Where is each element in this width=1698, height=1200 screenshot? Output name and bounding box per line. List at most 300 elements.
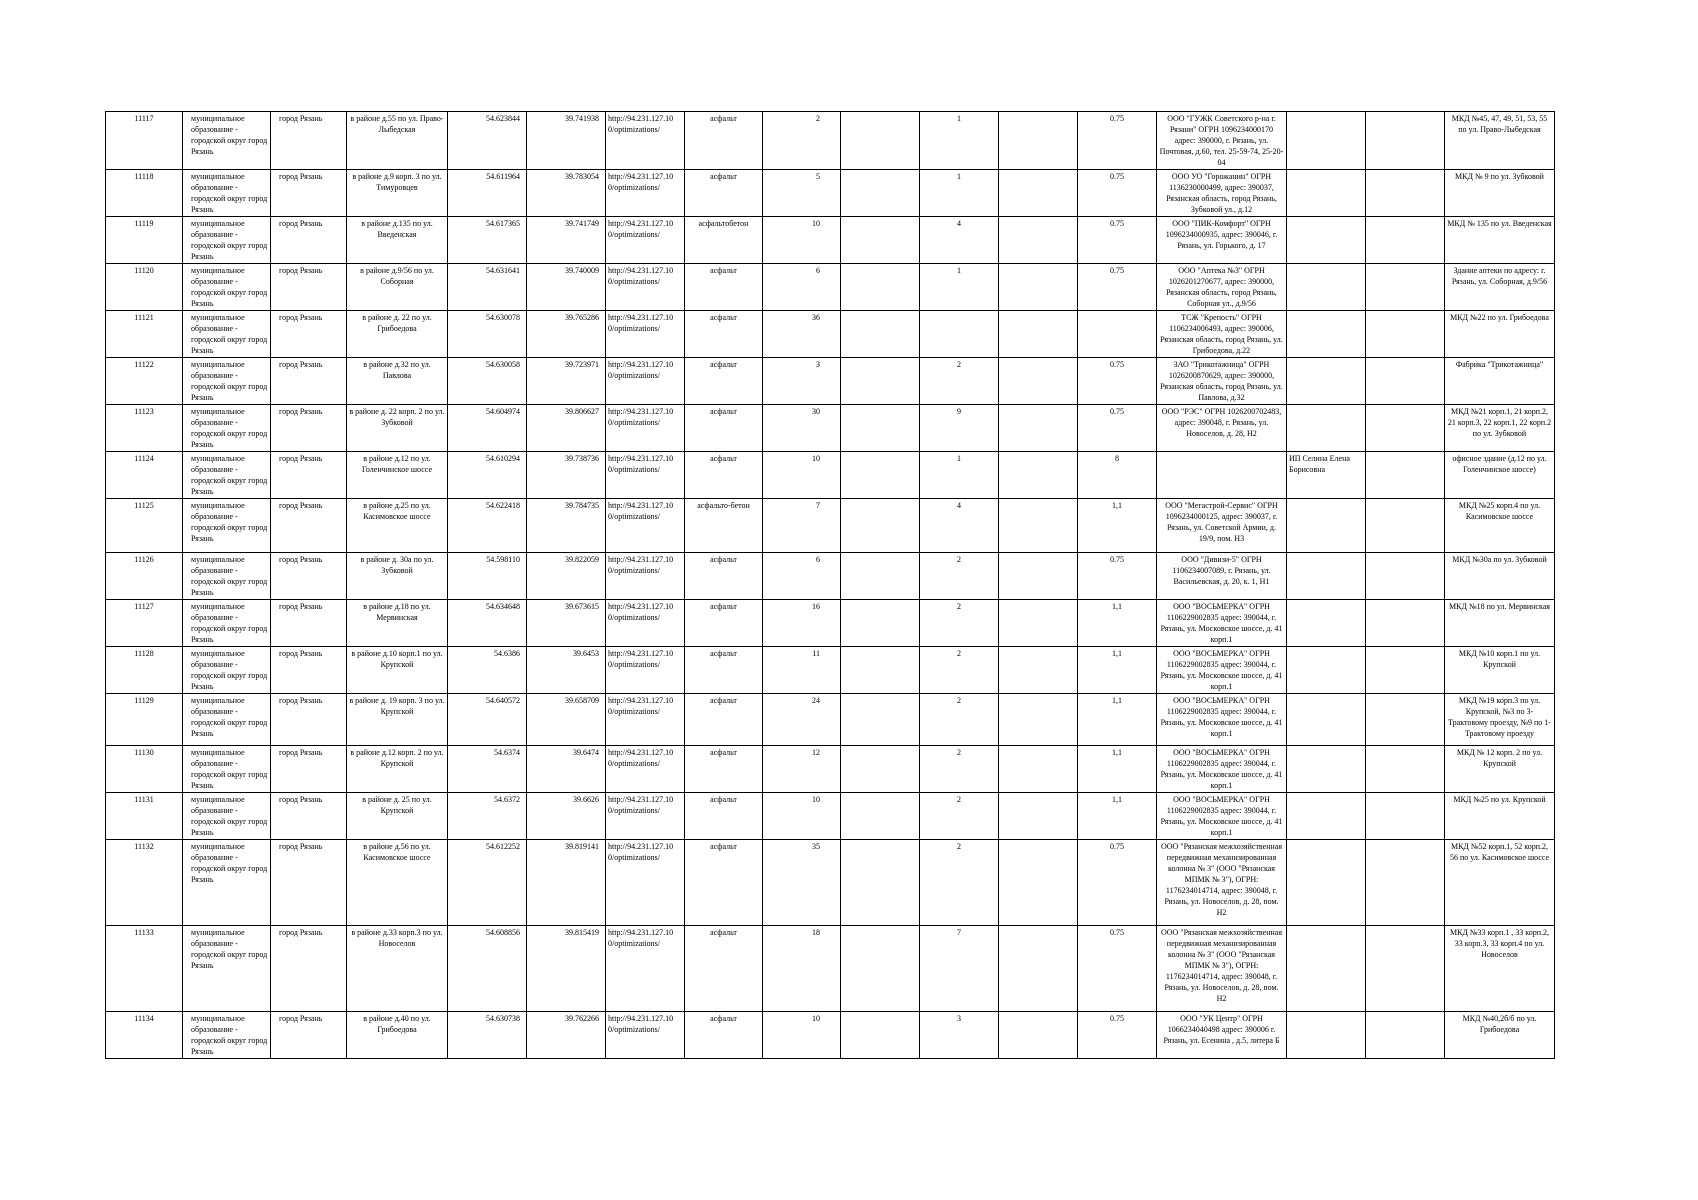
link-cell[interactable]: http://94.231.127.10 0/optimizations/ <box>606 112 685 170</box>
row-number: 11126 <box>106 553 183 600</box>
served-objects-cell: МКД №40,2б/б по ул. Грибоедова <box>1445 1012 1555 1059</box>
empty-cell <box>999 217 1078 264</box>
location-cell: в районе д. 22 по ул. Грибоедова <box>347 311 448 358</box>
empty-cell <box>841 311 920 358</box>
table-row <box>106 926 1555 1012</box>
table-row <box>106 746 1555 793</box>
row-number: 11119 <box>106 217 183 264</box>
table-row <box>106 647 1555 694</box>
area-cell: 30 <box>763 405 841 452</box>
volume-cell: 8 <box>1078 452 1157 499</box>
municipality-cell: муниципальное образование - городской округ город Рязань <box>183 405 271 452</box>
latitude-cell: 54.612252 <box>448 840 527 926</box>
empty-cell <box>999 311 1078 358</box>
link-cell[interactable]: http://94.231.127.10 0/optimizations/ <box>606 1012 685 1059</box>
entrepreneur-cell <box>1287 217 1366 264</box>
empty-cell <box>999 746 1078 793</box>
volume-cell: 0.75 <box>1078 170 1157 217</box>
empty-cell <box>1366 600 1445 647</box>
latitude-cell: 54.640572 <box>448 694 527 746</box>
link-cell[interactable]: http://94.231.127.10 0/optimizations/ <box>606 840 685 926</box>
row-number: 11130 <box>106 746 183 793</box>
longitude-cell: 39.806627 <box>527 405 606 452</box>
empty-cell <box>1366 647 1445 694</box>
row-number: 11124 <box>106 452 183 499</box>
container-count-cell: 2 <box>920 647 999 694</box>
municipality-cell: муниципальное образование - городской округ город Рязань <box>183 694 271 746</box>
container-count-cell: 2 <box>920 694 999 746</box>
surface-cell: асфальт <box>685 358 763 405</box>
served-objects-cell: МКД №21 корп.1, 21 корп.2, 21 корп.3, 22 корп.1, 22 корп.2 по ул. Зубковой <box>1445 405 1555 452</box>
empty-cell <box>999 553 1078 600</box>
longitude-cell: 39.822059 <box>527 553 606 600</box>
empty-cell <box>999 358 1078 405</box>
surface-cell: асфальт <box>685 647 763 694</box>
empty-cell <box>999 647 1078 694</box>
surface-cell: асфальт <box>685 793 763 840</box>
link-cell[interactable]: http://94.231.127.10 0/optimizations/ <box>606 217 685 264</box>
owner-cell: ООО "ПИК-Комфорт" ОГРН 1096234000935, адрес: 390046, г. Рязань, ул. Горького, д. 17 <box>1157 217 1287 264</box>
table-row <box>106 452 1555 499</box>
volume-cell: 1,1 <box>1078 793 1157 840</box>
location-cell: в районе д.55 по ул. Право-Лыбедская <box>347 112 448 170</box>
municipality-cell: муниципальное образование - городской округ город Рязань <box>183 264 271 311</box>
served-objects-cell: МКД №33 корп.1 , 33 корп.2, 33 корп.3, 33 корп.4 по ул. Новоселов <box>1445 926 1555 1012</box>
owner-cell: ООО "ГУЖК Советского р-на г. Рязани" ОГРН 1096234000170 адрес: 390000, г. Рязань, ул. Почтовая, д.60, тел. 25-59-74, 25-20-04 <box>1157 112 1287 170</box>
row-number: 11132 <box>106 840 183 926</box>
empty-cell <box>1366 793 1445 840</box>
owner-cell: ТСЖ "Крепость" ОГРН 1106234006493, адрес: 390006, Рязанская область, город Рязань, ул. Грибоедова, д.22 <box>1157 311 1287 358</box>
city-cell: город Рязань <box>271 694 347 746</box>
table-body <box>106 112 1555 1059</box>
empty-cell <box>1366 170 1445 217</box>
table-row <box>106 112 1555 170</box>
city-cell: город Рязань <box>271 358 347 405</box>
latitude-cell: 54.622418 <box>448 499 527 553</box>
entrepreneur-cell <box>1287 170 1366 217</box>
entrepreneur-cell: ИП Селина Елена Борисовна <box>1287 452 1366 499</box>
area-cell: 12 <box>763 746 841 793</box>
area-cell: 24 <box>763 694 841 746</box>
municipality-cell: муниципальное образование - городской округ город Рязань <box>183 840 271 926</box>
owner-cell: ООО УО "Горожанин" ОГРН 1136230000499, адрес: 390037, Рязанская область, город Рязань, Зубковой ул., д.12 <box>1157 170 1287 217</box>
owner-cell: ООО "Мегастрой-Сервис" ОГРН 1096234000125, адрес: 390037, г. Рязань, ул. Советской Армии, д. 19/9, пом. Н3 <box>1157 499 1287 553</box>
location-cell: в районе д.25 по ул. Касимовское шоссе <box>347 499 448 553</box>
city-cell: город Рязань <box>271 926 347 1012</box>
link-cell[interactable]: http://94.231.127.10 0/optimizations/ <box>606 264 685 311</box>
latitude-cell: 54.631641 <box>448 264 527 311</box>
empty-cell <box>999 452 1078 499</box>
longitude-cell: 39.658709 <box>527 694 606 746</box>
table-row <box>106 553 1555 600</box>
area-cell: 6 <box>763 264 841 311</box>
container-count-cell <box>920 311 999 358</box>
city-cell: город Рязань <box>271 647 347 694</box>
surface-cell: асфальт <box>685 264 763 311</box>
area-cell: 10 <box>763 452 841 499</box>
location-cell: в районе д.9 корп. 3 по ул. Тимуровцев <box>347 170 448 217</box>
empty-cell <box>841 1012 920 1059</box>
container-count-cell: 2 <box>920 600 999 647</box>
served-objects-cell: МКД №45, 47, 49, 51, 53, 55 по ул. Право-Лыбедская <box>1445 112 1555 170</box>
owner-cell: ООО "ВОСЬМЕРКА" ОГРН 1106229002835 адрес: 390044, г. Рязань, ул. Московское шоссе, д. 41 корп.1 <box>1157 793 1287 840</box>
surface-cell: асфальт <box>685 600 763 647</box>
table-row <box>106 499 1555 553</box>
surface-cell: асфальт <box>685 840 763 926</box>
entrepreneur-cell <box>1287 358 1366 405</box>
table-row <box>106 358 1555 405</box>
latitude-cell: 54.617365 <box>448 217 527 264</box>
owner-cell: ООО "Рязанская межхозяйственная передвижная механизированная колонна № 3" (ООО "Рязанская МПМК № 3"), ОГРН: 1176234014714, адрес: 390048, г. Рязань, ул. Новоселов, д. 28, пом. Н2 <box>1157 840 1287 926</box>
container-count-cell: 2 <box>920 793 999 840</box>
row-number: 11123 <box>106 405 183 452</box>
longitude-cell: 39.819141 <box>527 840 606 926</box>
empty-cell <box>841 746 920 793</box>
empty-cell <box>841 358 920 405</box>
served-objects-cell: Фабрика "Трикотажница" <box>1445 358 1555 405</box>
served-objects-cell: офисное здание (д.12 по ул. Голенчинское шоссе) <box>1445 452 1555 499</box>
city-cell: город Рязань <box>271 452 347 499</box>
city-cell: город Рязань <box>271 405 347 452</box>
entrepreneur-cell <box>1287 112 1366 170</box>
municipality-cell: муниципальное образование - городской округ город Рязань <box>183 1012 271 1059</box>
empty-cell <box>841 694 920 746</box>
owner-cell: ООО "ВОСЬМЕРКА" ОГРН 1106229002835 адрес: 390044, г. Рязань, ул. Московское шоссе, д. 41 корп.1 <box>1157 600 1287 647</box>
served-objects-cell: МКД №30а по ул. Зубковой <box>1445 553 1555 600</box>
location-cell: в районе д. 22 корп. 2 по ул. Зубковой <box>347 405 448 452</box>
location-cell: в районе д.18 по ул. Мервинская <box>347 600 448 647</box>
link-cell[interactable]: http://94.231.127.10 0/optimizations/ <box>606 600 685 647</box>
owner-cell: ООО "ВОСЬМЕРКА" ОГРН 1106229002835 адрес: 390044, г. Рязань, ул. Московское шоссе, д. 41 корп.1 <box>1157 694 1287 746</box>
location-cell: в районе д. 30а по ул. Зубковой <box>347 553 448 600</box>
empty-cell <box>841 452 920 499</box>
longitude-cell: 39.784735 <box>527 499 606 553</box>
empty-cell <box>999 112 1078 170</box>
latitude-cell: 54.604974 <box>448 405 527 452</box>
empty-cell <box>841 926 920 1012</box>
location-cell: в районе д.32 по ул. Павлова <box>347 358 448 405</box>
link-cell[interactable]: http://94.231.127.10 0/optimizations/ <box>606 452 685 499</box>
served-objects-cell: МКД №25 корп.4 по ул. Касимовское шоссе <box>1445 499 1555 553</box>
volume-cell: 1,1 <box>1078 746 1157 793</box>
row-number: 11118 <box>106 170 183 217</box>
area-cell: 18 <box>763 926 841 1012</box>
volume-cell: 0.75 <box>1078 358 1157 405</box>
table-row <box>106 311 1555 358</box>
served-objects-cell: МКД № 9 по ул. Зубковой <box>1445 170 1555 217</box>
empty-cell <box>841 840 920 926</box>
row-number: 11129 <box>106 694 183 746</box>
volume-cell: 1,1 <box>1078 499 1157 553</box>
volume-cell: 0.75 <box>1078 264 1157 311</box>
table-row <box>106 217 1555 264</box>
table-row <box>106 793 1555 840</box>
location-cell: в районе д.12 по ул. Голенчинское шоссе <box>347 452 448 499</box>
container-count-cell: 1 <box>920 452 999 499</box>
empty-cell <box>841 793 920 840</box>
container-count-cell: 3 <box>920 1012 999 1059</box>
served-objects-cell: МКД № 135 по ул. Введенская <box>1445 217 1555 264</box>
area-cell: 10 <box>763 217 841 264</box>
volume-cell: 0.75 <box>1078 926 1157 1012</box>
row-number: 11127 <box>106 600 183 647</box>
container-count-cell: 2 <box>920 553 999 600</box>
municipality-cell: муниципальное образование - городской округ город Рязань <box>183 926 271 1012</box>
location-cell: в районе д.135 по ул. Введенская <box>347 217 448 264</box>
row-number: 11125 <box>106 499 183 553</box>
volume-cell: 0.75 <box>1078 1012 1157 1059</box>
link-cell[interactable]: http://94.231.127.10 0/optimizations/ <box>606 358 685 405</box>
longitude-cell: 39.741749 <box>527 217 606 264</box>
surface-cell: асфальт <box>685 553 763 600</box>
container-count-cell: 9 <box>920 405 999 452</box>
container-count-cell: 1 <box>920 112 999 170</box>
municipality-cell: муниципальное образование - городской округ город Рязань <box>183 647 271 694</box>
row-number: 11121 <box>106 311 183 358</box>
empty-cell <box>999 499 1078 553</box>
served-objects-cell: МКД №10 корп.1 по ул. Крупской <box>1445 647 1555 694</box>
longitude-cell: 39.6453 <box>527 647 606 694</box>
served-objects-cell: МКД №25 по ул. Крупской <box>1445 793 1555 840</box>
location-cell: в районе д.56 по ул. Касимовское шоссе <box>347 840 448 926</box>
empty-cell <box>1366 264 1445 311</box>
location-cell: в районе д.9/56 по ул. Соборная <box>347 264 448 311</box>
empty-cell <box>999 926 1078 1012</box>
volume-cell: 1,1 <box>1078 694 1157 746</box>
empty-cell <box>841 112 920 170</box>
city-cell: город Рязань <box>271 311 347 358</box>
volume-cell <box>1078 311 1157 358</box>
empty-cell <box>1366 405 1445 452</box>
empty-cell <box>1366 311 1445 358</box>
empty-cell <box>841 217 920 264</box>
city-cell: город Рязань <box>271 746 347 793</box>
entrepreneur-cell <box>1287 553 1366 600</box>
municipality-cell: муниципальное образование - городской округ город Рязань <box>183 600 271 647</box>
empty-cell <box>1366 499 1445 553</box>
served-objects-cell: Здание аптеки по адресу: г. Рязань, ул. Соборная, д.9/56 <box>1445 264 1555 311</box>
surface-cell: асфальт <box>685 452 763 499</box>
area-cell: 35 <box>763 840 841 926</box>
row-number: 11133 <box>106 926 183 1012</box>
latitude-cell: 54.608856 <box>448 926 527 1012</box>
longitude-cell: 39.740009 <box>527 264 606 311</box>
location-cell: в районе д.33 корп.3 по ул. Новоселов <box>347 926 448 1012</box>
owner-cell: ООО "РЭС" ОГРН 1026200702483, адрес: 390048, г. Рязань, ул. Новоселов, д. 28, Н2 <box>1157 405 1287 452</box>
container-count-cell: 2 <box>920 840 999 926</box>
municipality-cell: муниципальное образование - городской округ город Рязань <box>183 499 271 553</box>
empty-cell <box>1366 112 1445 170</box>
empty-cell <box>841 264 920 311</box>
area-cell: 10 <box>763 793 841 840</box>
empty-cell <box>1366 1012 1445 1059</box>
entrepreneur-cell <box>1287 840 1366 926</box>
volume-cell: 0.75 <box>1078 840 1157 926</box>
city-cell: город Рязань <box>271 553 347 600</box>
owner-cell: ООО "ВОСЬМЕРКА" ОГРН 1106229002835 адрес: 390044, г. Рязань, ул. Московское шоссе, д. 41 корп.1 <box>1157 647 1287 694</box>
area-cell: 6 <box>763 553 841 600</box>
empty-cell <box>999 264 1078 311</box>
surface-cell: асфальт <box>685 405 763 452</box>
container-count-cell: 1 <box>920 170 999 217</box>
link-cell[interactable]: http://94.231.127.10 0/optimizations/ <box>606 499 685 553</box>
empty-cell <box>841 499 920 553</box>
table-row <box>106 600 1555 647</box>
surface-cell: асфальт <box>685 926 763 1012</box>
entrepreneur-cell <box>1287 694 1366 746</box>
location-cell: в районе д.10 корп.1 по ул. Крупской <box>347 647 448 694</box>
owner-cell: ООО "УК Центр" ОГРН 1066234040498 адрес: 390006 г. Рязань, ул. Есенина , д.5, литера Б <box>1157 1012 1287 1059</box>
entrepreneur-cell <box>1287 499 1366 553</box>
link-cell[interactable]: http://94.231.127.10 0/optimizations/ <box>606 405 685 452</box>
empty-cell <box>1366 694 1445 746</box>
link-cell[interactable]: http://94.231.127.10 0/optimizations/ <box>606 746 685 793</box>
city-cell: город Рязань <box>271 112 347 170</box>
area-cell: 2 <box>763 112 841 170</box>
area-cell: 16 <box>763 600 841 647</box>
owner-cell: ЗАО "Трикотажница" ОГРН 1026200870629, адрес: 390000, Рязанская область, город Рязань, ул. Павлова, д.32 <box>1157 358 1287 405</box>
link-cell[interactable]: http://94.231.127.10 0/optimizations/ <box>606 170 685 217</box>
owner-cell: ООО "ВОСЬМЕРКА" ОГРН 1106229002835 адрес: 390044, г. Рязань, ул. Московское шоссе, д. 41 корп.1 <box>1157 746 1287 793</box>
area-cell: 3 <box>763 358 841 405</box>
entrepreneur-cell <box>1287 926 1366 1012</box>
served-objects-cell: МКД №18 по ул. Мервинская <box>1445 600 1555 647</box>
latitude-cell: 54.623844 <box>448 112 527 170</box>
empty-cell <box>1366 746 1445 793</box>
empty-cell <box>999 1012 1078 1059</box>
empty-cell <box>841 170 920 217</box>
surface-cell: асфальт <box>685 112 763 170</box>
municipality-cell: муниципальное образование - городской округ город Рязань <box>183 793 271 840</box>
served-objects-cell: МКД №22 по ул. Грибоедова <box>1445 311 1555 358</box>
volume-cell: 0.75 <box>1078 405 1157 452</box>
location-cell: в районе д. 25 по ул. Крупской <box>347 793 448 840</box>
empty-cell <box>999 405 1078 452</box>
city-cell: город Рязань <box>271 499 347 553</box>
served-objects-cell: МКД №52 корп.1, 52 корп.2, 56 по ул. Касимовское шоссе <box>1445 840 1555 926</box>
container-count-cell: 4 <box>920 217 999 264</box>
city-cell: город Рязань <box>271 217 347 264</box>
entrepreneur-cell <box>1287 746 1366 793</box>
latitude-cell: 54.598110 <box>448 553 527 600</box>
link-cell[interactable]: http://94.231.127.10 0/optimizations/ <box>606 694 685 746</box>
entrepreneur-cell <box>1287 311 1366 358</box>
municipality-cell: муниципальное образование - городской округ город Рязань <box>183 553 271 600</box>
link-cell[interactable]: http://94.231.127.10 0/optimizations/ <box>606 926 685 1012</box>
municipality-cell: муниципальное образование - городской округ город Рязань <box>183 112 271 170</box>
city-cell: город Рязань <box>271 600 347 647</box>
link-cell[interactable]: http://94.231.127.10 0/optimizations/ <box>606 647 685 694</box>
registry-table <box>105 111 1555 1059</box>
empty-cell <box>1366 358 1445 405</box>
longitude-cell: 39.738736 <box>527 452 606 499</box>
entrepreneur-cell <box>1287 793 1366 840</box>
longitude-cell: 39.783054 <box>527 170 606 217</box>
row-number: 11117 <box>106 112 183 170</box>
area-cell: 10 <box>763 1012 841 1059</box>
municipality-cell: муниципальное образование - городской округ город Рязань <box>183 217 271 264</box>
surface-cell: асфальт <box>685 694 763 746</box>
surface-cell: асфальт <box>685 311 763 358</box>
city-cell: город Рязань <box>271 1012 347 1059</box>
volume-cell: 1,1 <box>1078 647 1157 694</box>
empty-cell <box>1366 452 1445 499</box>
empty-cell <box>1366 553 1445 600</box>
table-row <box>106 264 1555 311</box>
municipality-cell: муниципальное образование - городской округ город Рязань <box>183 311 271 358</box>
surface-cell: асфальтобетон <box>685 217 763 264</box>
city-cell: город Рязань <box>271 793 347 840</box>
owner-cell: ООО "Дивизи-5" ОГРН 1106234007089, г. Рязань, ул. Васильевская, д. 20, к. 1, Н1 <box>1157 553 1287 600</box>
link-cell[interactable]: http://94.231.127.10 0/optimizations/ <box>606 311 685 358</box>
container-count-cell: 4 <box>920 499 999 553</box>
city-cell: город Рязань <box>271 840 347 926</box>
container-count-cell: 7 <box>920 926 999 1012</box>
table-row <box>106 694 1555 746</box>
empty-cell <box>841 647 920 694</box>
municipality-cell: муниципальное образование - городской округ город Рязань <box>183 452 271 499</box>
longitude-cell: 39.6474 <box>527 746 606 793</box>
served-objects-cell: МКД № 12 корп. 2 по ул. Крупской <box>1445 746 1555 793</box>
longitude-cell: 39.741938 <box>527 112 606 170</box>
empty-cell <box>1366 217 1445 264</box>
entrepreneur-cell <box>1287 1012 1366 1059</box>
municipality-cell: муниципальное образование - городской округ город Рязань <box>183 170 271 217</box>
container-count-cell: 2 <box>920 746 999 793</box>
latitude-cell: 54.630738 <box>448 1012 527 1059</box>
table-row <box>106 1012 1555 1059</box>
empty-cell <box>841 553 920 600</box>
link-cell[interactable]: http://94.231.127.10 0/optimizations/ <box>606 553 685 600</box>
entrepreneur-cell <box>1287 264 1366 311</box>
volume-cell: 0.75 <box>1078 553 1157 600</box>
longitude-cell: 39.765286 <box>527 311 606 358</box>
entrepreneur-cell <box>1287 647 1366 694</box>
row-number: 11134 <box>106 1012 183 1059</box>
owner-cell <box>1157 452 1287 499</box>
volume-cell: 1,1 <box>1078 600 1157 647</box>
empty-cell <box>841 405 920 452</box>
empty-cell <box>841 600 920 647</box>
served-objects-cell: МКД №19 корп.3 по ул. Крупской, №3 по 3-Трактовому проезду, №9 по 1-Трактовому проезду <box>1445 694 1555 746</box>
container-count-cell: 2 <box>920 358 999 405</box>
latitude-cell: 54.6374 <box>448 746 527 793</box>
link-cell[interactable]: http://94.231.127.10 0/optimizations/ <box>606 793 685 840</box>
empty-cell <box>999 170 1078 217</box>
empty-cell <box>999 694 1078 746</box>
longitude-cell: 39.762266 <box>527 1012 606 1059</box>
area-cell: 5 <box>763 170 841 217</box>
empty-cell <box>999 793 1078 840</box>
surface-cell: асфальт <box>685 1012 763 1059</box>
owner-cell: ООО "Рязанская межхозяйственная передвижная механизированная колонна № 3" (ООО "Рязанская МПМК № 3"), ОГРН: 1176234014714, адрес: 390048, г. Рязань, ул. Новоселов, д. 28, пом. Н2 <box>1157 926 1287 1012</box>
area-cell: 7 <box>763 499 841 553</box>
location-cell: в районе д. 19 корп. 3 по ул. Крупской <box>347 694 448 746</box>
entrepreneur-cell <box>1287 405 1366 452</box>
latitude-cell: 54.6386 <box>448 647 527 694</box>
city-cell: город Рязань <box>271 170 347 217</box>
latitude-cell: 54.630058 <box>448 358 527 405</box>
owner-cell: ООО "Аптека №3" ОГРН 1026201270677, адрес: 390000, Рязанская область, город Рязань, Соборная ул., д.9/56 <box>1157 264 1287 311</box>
empty-cell <box>999 840 1078 926</box>
municipality-cell: муниципальное образование - городской округ город Рязань <box>183 746 271 793</box>
row-number: 11131 <box>106 793 183 840</box>
volume-cell: 0.75 <box>1078 217 1157 264</box>
area-cell: 36 <box>763 311 841 358</box>
latitude-cell: 54.630078 <box>448 311 527 358</box>
surface-cell: асфальт <box>685 746 763 793</box>
latitude-cell: 54.634648 <box>448 600 527 647</box>
